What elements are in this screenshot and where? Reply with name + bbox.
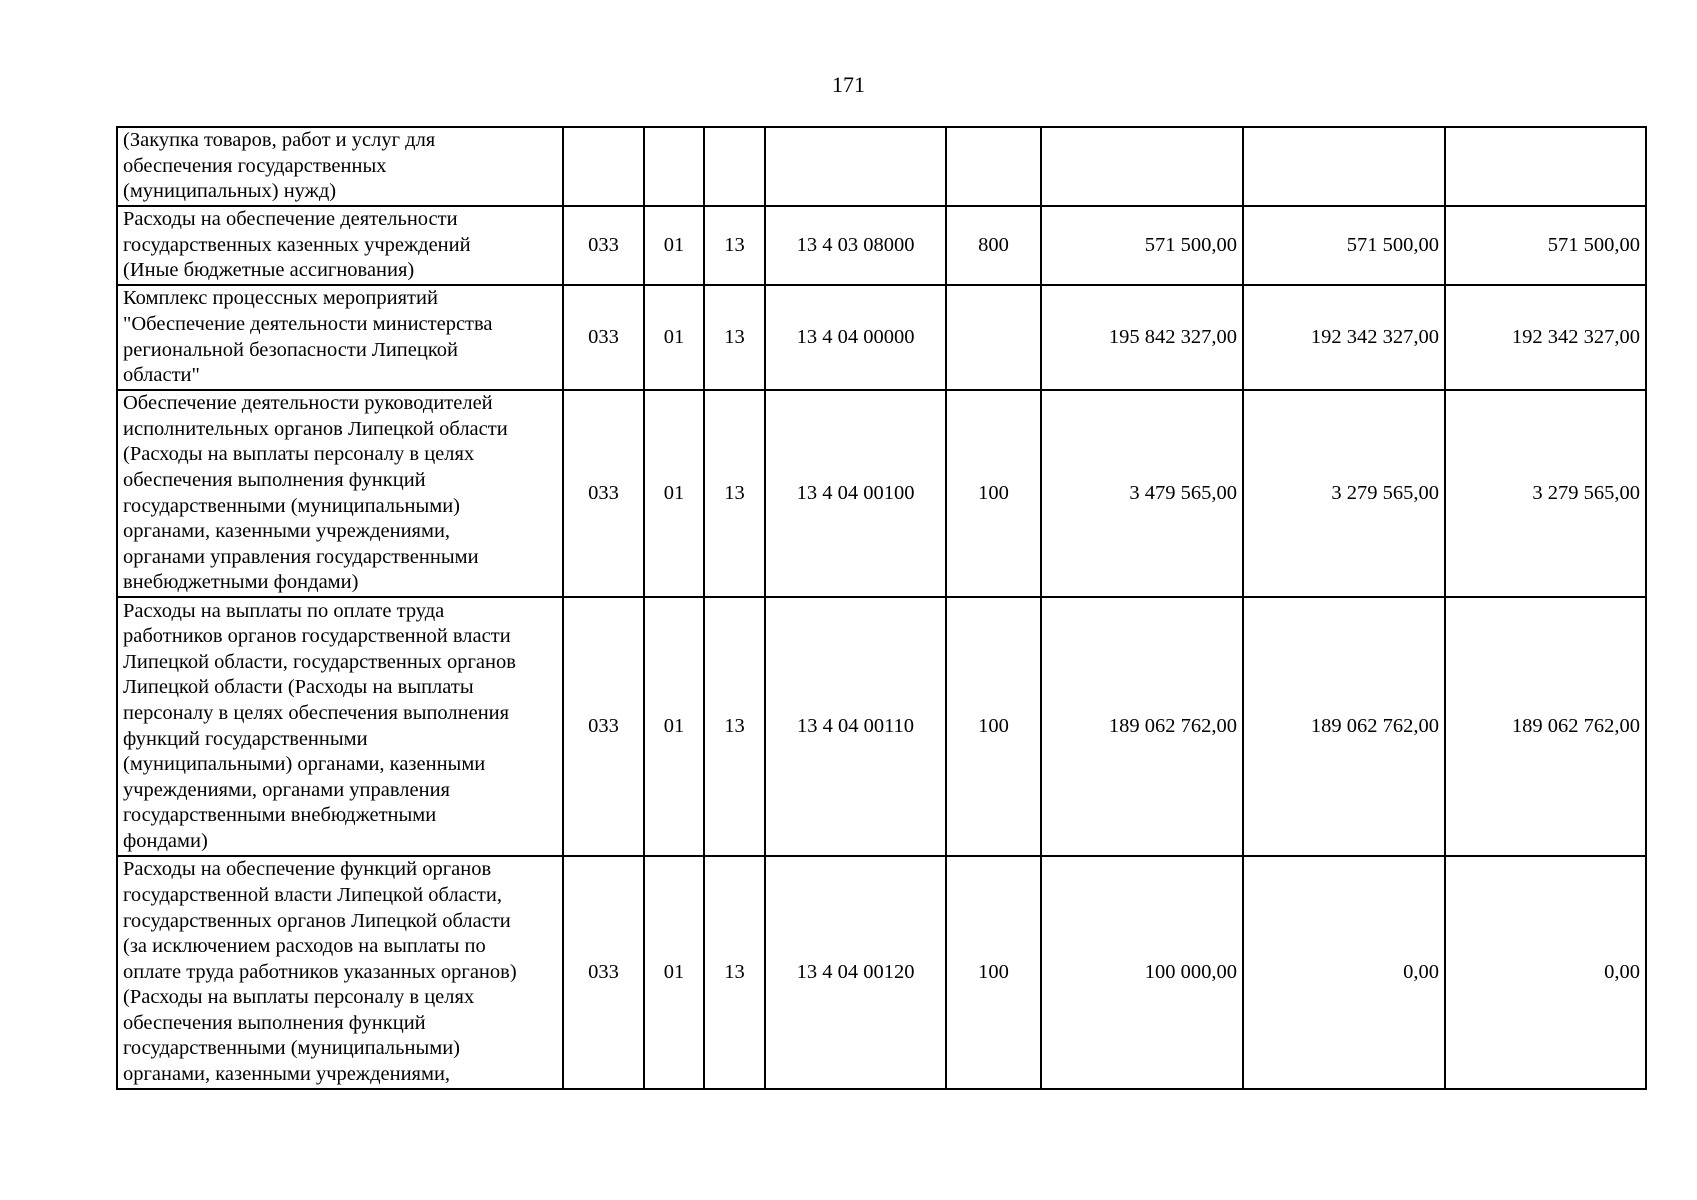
description-line: государственных органов Липецкой области bbox=[123, 909, 511, 932]
subsection-code-cell: 13 bbox=[704, 390, 765, 597]
description-line: оплате труда работников указанных органов) bbox=[123, 960, 517, 983]
description-line: государственными внебюджетными bbox=[123, 804, 437, 827]
description-line: государственной власти Липецкой области, bbox=[123, 883, 502, 906]
description-cell bbox=[117, 127, 563, 206]
expense-type-cell bbox=[946, 127, 1041, 206]
description-cell bbox=[117, 856, 563, 1089]
amount-3-cell: 192 342 327,00 bbox=[1445, 285, 1646, 390]
amount-3-cell: 189 062 762,00 bbox=[1445, 597, 1646, 856]
table-body bbox=[117, 127, 1646, 1089]
target-article-cell: 13 4 04 00110 bbox=[765, 597, 946, 856]
expense-type-cell: 100 bbox=[946, 856, 1041, 1089]
description-line: (муниципальными) органами, казенными bbox=[123, 753, 486, 776]
description-line: органами, казенными учреждениями, bbox=[123, 1063, 451, 1086]
amount-1-cell: 571 500,00 bbox=[1041, 206, 1243, 285]
amount-2-cell bbox=[1243, 127, 1445, 206]
section-code-cell bbox=[644, 127, 704, 206]
subsection-code-cell: 13 bbox=[704, 285, 765, 390]
amount-1-cell: 189 062 762,00 bbox=[1041, 597, 1243, 856]
target-article-cell bbox=[765, 127, 946, 206]
section-code-cell: 01 bbox=[644, 856, 704, 1089]
description-line: (Закупка товаров, работ и услуг для bbox=[123, 129, 436, 152]
expense-type-cell bbox=[946, 285, 1041, 390]
description-line: региональной безопасности Липецкой bbox=[123, 338, 458, 361]
description-line: Липецкой области, государственных органов bbox=[123, 650, 516, 673]
table-row bbox=[117, 597, 1646, 856]
description-line: функций государственными bbox=[123, 727, 368, 750]
amount-2-cell: 192 342 327,00 bbox=[1243, 285, 1445, 390]
budget-table bbox=[116, 126, 1647, 1090]
description-line: государственных казенных учреждений bbox=[123, 233, 471, 256]
ministry-code-cell: 033 bbox=[563, 597, 644, 856]
description-line: "Обеспечение деятельности министерства bbox=[123, 312, 493, 335]
description-line: обеспечения выполнения функций bbox=[123, 1011, 426, 1034]
description-line: органами управления государственными bbox=[123, 545, 479, 568]
table-row bbox=[117, 390, 1646, 597]
target-article-cell: 13 4 04 00120 bbox=[765, 856, 946, 1089]
amount-1-cell: 195 842 327,00 bbox=[1041, 285, 1243, 390]
description-line: (Расходы на выплаты персоналу в целях bbox=[123, 443, 475, 466]
section-code-cell: 01 bbox=[644, 285, 704, 390]
target-article-cell: 13 4 03 08000 bbox=[765, 206, 946, 285]
table-row bbox=[117, 856, 1646, 1089]
description-line: Липецкой области (Расходы на выплаты bbox=[123, 676, 474, 699]
subsection-code-cell bbox=[704, 127, 765, 206]
description-line: государственными (муниципальными) bbox=[123, 1037, 460, 1060]
description-line: работников органов государственной власти bbox=[123, 625, 511, 648]
amount-2-cell: 189 062 762,00 bbox=[1243, 597, 1445, 856]
description-line: Расходы на обеспечение деятельности bbox=[123, 208, 458, 231]
section-code-cell: 01 bbox=[644, 206, 704, 285]
amount-2-cell: 3 279 565,00 bbox=[1243, 390, 1445, 597]
description-line: обеспечения выполнения функций bbox=[123, 468, 426, 491]
target-article-cell: 13 4 04 00100 bbox=[765, 390, 946, 597]
description-line: государственными (муниципальными) bbox=[123, 494, 460, 517]
description-line: (Иные бюджетные ассигнования) bbox=[123, 259, 415, 282]
description-line: Расходы на обеспечение функций органов bbox=[123, 858, 492, 881]
amount-3-cell bbox=[1445, 127, 1646, 206]
table-row bbox=[117, 206, 1646, 285]
ministry-code-cell: 033 bbox=[563, 285, 644, 390]
description-line: Расходы на выплаты по оплате труда bbox=[123, 599, 445, 622]
description-line: обеспечения государственных bbox=[123, 154, 387, 177]
description-line: исполнительных органов Липецкой области bbox=[123, 417, 508, 440]
description-line: Обеспечение деятельности руководителей bbox=[123, 392, 493, 415]
amount-3-cell: 571 500,00 bbox=[1445, 206, 1646, 285]
expense-type-cell: 100 bbox=[946, 390, 1041, 597]
amount-1-cell: 100 000,00 bbox=[1041, 856, 1243, 1089]
subsection-code-cell: 13 bbox=[704, 597, 765, 856]
amount-3-cell: 0,00 bbox=[1445, 856, 1646, 1089]
description-line: области" bbox=[123, 364, 200, 387]
ministry-code-cell: 033 bbox=[563, 856, 644, 1089]
amount-3-cell: 3 279 565,00 bbox=[1445, 390, 1646, 597]
table-row bbox=[117, 285, 1646, 390]
ministry-code-cell: 033 bbox=[563, 206, 644, 285]
expense-type-cell: 800 bbox=[946, 206, 1041, 285]
amount-2-cell: 571 500,00 bbox=[1243, 206, 1445, 285]
description-line: (Расходы на выплаты персоналу в целях bbox=[123, 986, 475, 1009]
description-cell bbox=[117, 597, 563, 856]
expense-type-cell: 100 bbox=[946, 597, 1041, 856]
page-number: 171 bbox=[832, 72, 865, 97]
description-line: персоналу в целях обеспечения выполнения bbox=[123, 701, 510, 724]
description-cell bbox=[117, 285, 563, 390]
table-row bbox=[117, 127, 1646, 206]
description-line: (муниципальных) нужд) bbox=[123, 180, 337, 203]
description-cell bbox=[117, 390, 563, 597]
description-line: Комплекс процессных мероприятий bbox=[123, 287, 438, 310]
ministry-code-cell: 033 bbox=[563, 390, 644, 597]
description-line: фондами) bbox=[123, 829, 208, 852]
description-line: учреждениями, органами управления bbox=[123, 778, 450, 801]
amount-1-cell: 3 479 565,00 bbox=[1041, 390, 1243, 597]
subsection-code-cell: 13 bbox=[704, 856, 765, 1089]
section-code-cell: 01 bbox=[644, 597, 704, 856]
description-line: (за исключением расходов на выплаты по bbox=[123, 935, 486, 958]
section-code-cell: 01 bbox=[644, 390, 704, 597]
amount-1-cell bbox=[1041, 127, 1243, 206]
amount-2-cell: 0,00 bbox=[1243, 856, 1445, 1089]
subsection-code-cell: 13 bbox=[704, 206, 765, 285]
description-line: внебюджетными фондами) bbox=[123, 571, 359, 594]
target-article-cell: 13 4 04 00000 bbox=[765, 285, 946, 390]
description-cell bbox=[117, 206, 563, 285]
description-line: органами, казенными учреждениями, bbox=[123, 520, 451, 543]
ministry-code-cell bbox=[563, 127, 644, 206]
